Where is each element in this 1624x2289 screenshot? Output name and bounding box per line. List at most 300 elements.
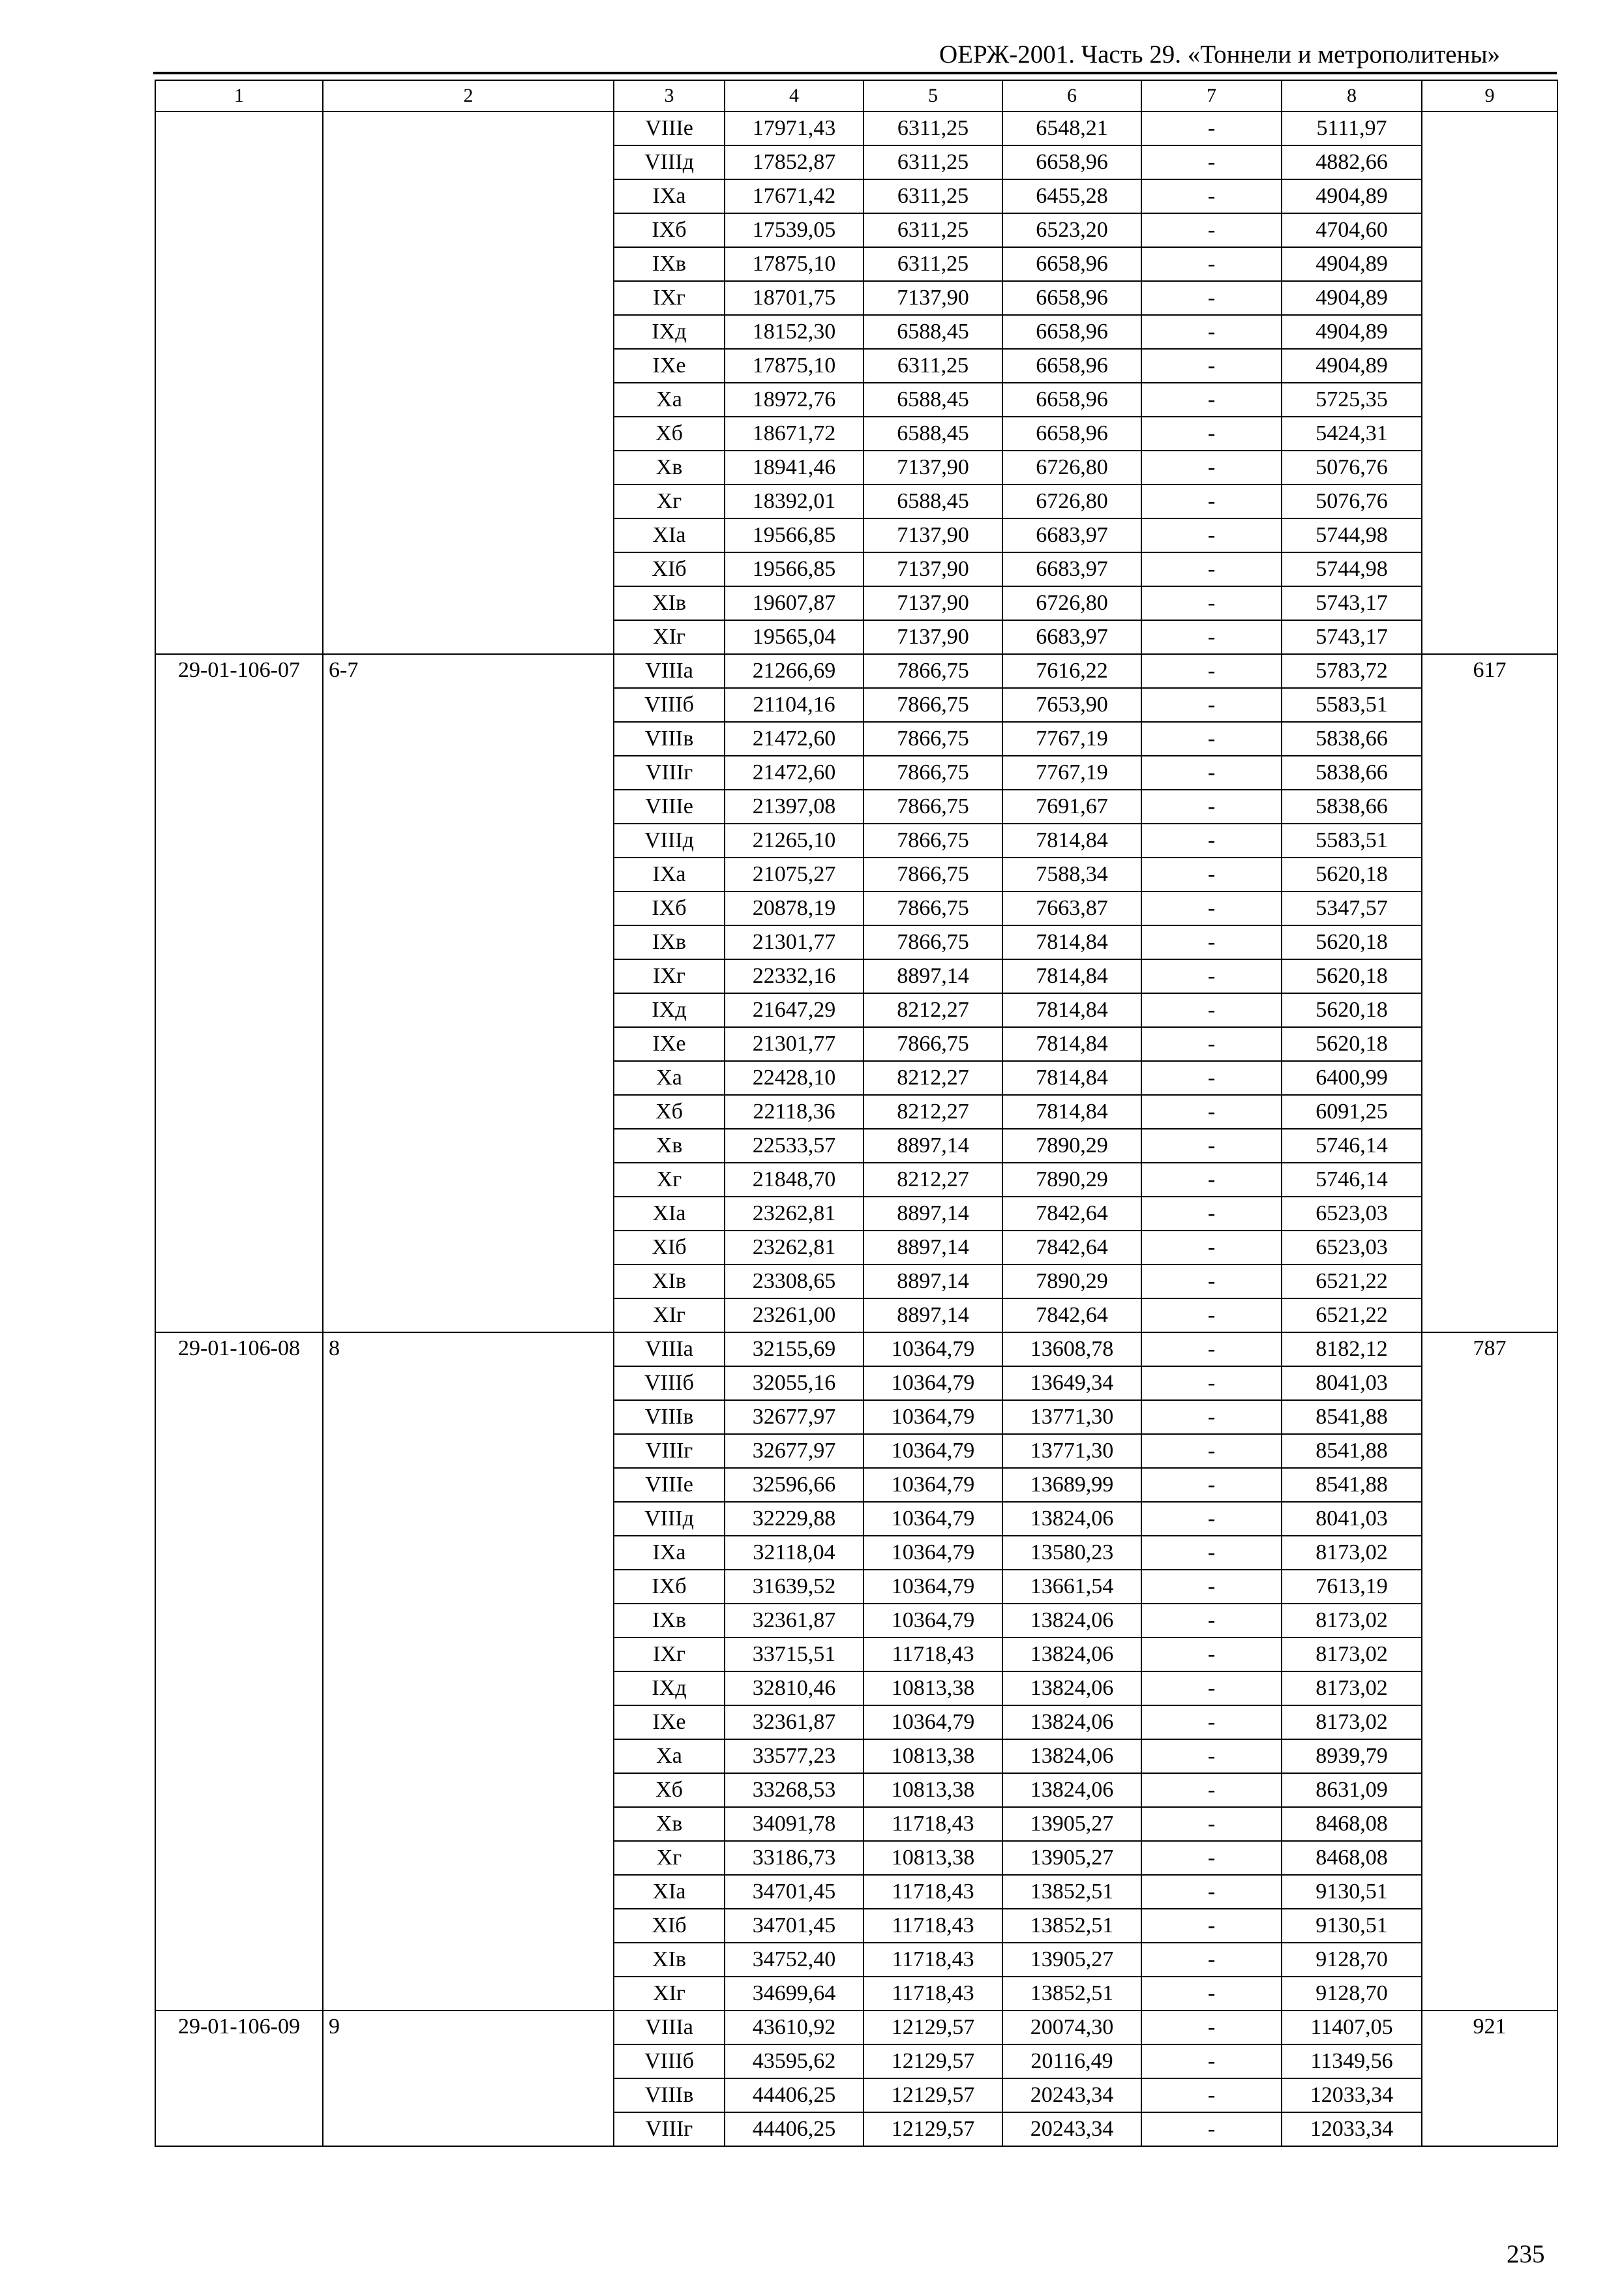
value-cell: 8173,02 (1282, 1671, 1422, 1705)
value-cell: 5838,66 (1282, 722, 1422, 756)
value-cell: 6658,96 (1002, 281, 1141, 315)
value-cell: 8468,08 (1282, 1841, 1422, 1875)
value-cell: 34701,45 (725, 1875, 864, 1909)
value-cell: 21075,27 (725, 858, 864, 891)
value-cell: 5620,18 (1282, 993, 1422, 1027)
value-cell: 17875,10 (725, 247, 864, 281)
value-cell: - (1141, 1332, 1282, 1366)
value-cell: - (1141, 1400, 1282, 1434)
value-cell: 10813,38 (864, 1841, 1002, 1875)
value-cell: 22118,36 (725, 1095, 864, 1129)
value-cell: 6658,96 (1002, 247, 1141, 281)
value-cell: 6311,25 (864, 112, 1002, 145)
value-cell: 13580,23 (1002, 1536, 1141, 1570)
value-cell: - (1141, 1705, 1282, 1739)
value-cell: 6726,80 (1002, 451, 1141, 485)
region-cell: VIIIб (614, 1366, 725, 1400)
value-cell: 13824,06 (1002, 1638, 1141, 1671)
value-cell: - (1141, 1163, 1282, 1197)
value-cell: - (1141, 1231, 1282, 1264)
value-cell: 5725,35 (1282, 383, 1422, 417)
value-cell: - (1141, 1807, 1282, 1841)
value-cell: 10364,79 (864, 1366, 1002, 1400)
region-cell: IXа (614, 179, 725, 213)
value-cell: 32361,87 (725, 1604, 864, 1638)
value-cell: 33186,73 (725, 1841, 864, 1875)
column-number: 4 (725, 80, 864, 112)
value-cell: 4882,66 (1282, 145, 1422, 179)
value-cell: 13824,06 (1002, 1502, 1141, 1536)
region-cell: IXв (614, 925, 725, 959)
region-cell: VIIIг (614, 2112, 725, 2146)
value-cell: - (1141, 858, 1282, 891)
region-cell: VIIIе (614, 112, 725, 145)
value-cell: - (1141, 349, 1282, 383)
region-cell: Xа (614, 383, 725, 417)
value-cell: - (1141, 145, 1282, 179)
rate-code: 29-01-106-07 (155, 654, 323, 1332)
region-cell: XIа (614, 518, 725, 552)
value-cell: 8182,12 (1282, 1332, 1422, 1366)
value-cell: 5746,14 (1282, 1129, 1422, 1163)
value-cell: 22428,10 (725, 1061, 864, 1095)
value-cell: 7137,90 (864, 586, 1002, 620)
value-cell: 10364,79 (864, 1570, 1002, 1604)
value-cell: 7890,29 (1002, 1163, 1141, 1197)
value-cell: 7814,84 (1002, 959, 1141, 993)
value-cell: 8897,14 (864, 1264, 1002, 1298)
region-cell: Xб (614, 1095, 725, 1129)
value-cell: 13905,27 (1002, 1943, 1141, 1977)
value-cell: 43610,92 (725, 2011, 864, 2044)
value-cell: 5744,98 (1282, 552, 1422, 586)
value-cell: 11349,56 (1282, 2044, 1422, 2078)
value-cell: 31639,52 (725, 1570, 864, 1604)
value-cell: 32055,16 (725, 1366, 864, 1400)
value-cell: 6311,25 (864, 349, 1002, 383)
value-cell: 6683,97 (1002, 518, 1141, 552)
value-cell: 6658,96 (1002, 383, 1141, 417)
value-cell: 17875,10 (725, 349, 864, 383)
value-cell: 10364,79 (864, 1705, 1002, 1739)
value-cell: 5746,14 (1282, 1163, 1422, 1197)
value-cell: 13852,51 (1002, 1977, 1141, 2011)
value-cell: 13824,06 (1002, 1671, 1141, 1705)
value-cell: 10364,79 (864, 1434, 1002, 1468)
value-cell: 7814,84 (1002, 993, 1141, 1027)
value-cell: 7653,90 (1002, 688, 1141, 722)
value-cell: 32677,97 (725, 1400, 864, 1434)
value-cell: - (1141, 1739, 1282, 1773)
value-cell: 18972,76 (725, 383, 864, 417)
region-cell: VIIIв (614, 2078, 725, 2112)
value-cell: 5076,76 (1282, 485, 1422, 518)
value-cell: 17539,05 (725, 213, 864, 247)
value-cell: 7814,84 (1002, 925, 1141, 959)
value-cell: 6683,97 (1002, 620, 1141, 654)
value-cell: 6311,25 (864, 179, 1002, 213)
region-cell: Xб (614, 1773, 725, 1807)
value-cell: 12129,57 (864, 2011, 1002, 2044)
value-cell: 13649,34 (1002, 1366, 1141, 1400)
region-cell: Xг (614, 1163, 725, 1197)
column-number: 1 (155, 80, 323, 112)
value-cell: 5583,51 (1282, 688, 1422, 722)
region-cell: IXд (614, 1671, 725, 1705)
region-cell: IXб (614, 1570, 725, 1604)
value-cell: 5743,17 (1282, 620, 1422, 654)
region-cell: VIIIа (614, 654, 725, 688)
region-cell: IXг (614, 1638, 725, 1671)
value-cell: 8541,88 (1282, 1400, 1422, 1434)
value-cell: 33715,51 (725, 1638, 864, 1671)
value-cell: - (1141, 586, 1282, 620)
rates-table (155, 80, 1558, 2147)
value-cell: 10364,79 (864, 1536, 1002, 1570)
value-cell: - (1141, 722, 1282, 756)
value-cell: 4904,89 (1282, 281, 1422, 315)
value-cell: - (1141, 417, 1282, 451)
value-cell: - (1141, 1773, 1282, 1807)
value-cell: 6523,03 (1282, 1231, 1422, 1264)
value-cell: 13661,54 (1002, 1570, 1141, 1604)
value-cell: 21104,16 (725, 688, 864, 722)
value-cell: - (1141, 1638, 1282, 1671)
value-cell: 21472,60 (725, 722, 864, 756)
value-cell: 6726,80 (1002, 485, 1141, 518)
value-cell: 32361,87 (725, 1705, 864, 1739)
value-cell: - (1141, 2112, 1282, 2146)
value-cell: 19566,85 (725, 518, 864, 552)
value-cell: 33577,23 (725, 1739, 864, 1773)
value-cell: 23262,81 (725, 1231, 864, 1264)
value-cell: 7814,84 (1002, 1095, 1141, 1129)
value-cell: 5424,31 (1282, 417, 1422, 451)
value-cell: 4704,60 (1282, 213, 1422, 247)
value-cell: 6455,28 (1002, 179, 1141, 213)
value-cell: 8897,14 (864, 1231, 1002, 1264)
value-cell: 8468,08 (1282, 1807, 1422, 1841)
value-cell: 34752,40 (725, 1943, 864, 1977)
value-cell: 11718,43 (864, 1943, 1002, 1977)
value-cell: 4904,89 (1282, 247, 1422, 281)
value-cell: 44406,25 (725, 2078, 864, 2112)
column9-value: 787 (1422, 1332, 1557, 2011)
value-cell: 21301,77 (725, 1027, 864, 1061)
value-cell: 7866,75 (864, 858, 1002, 891)
value-cell: - (1141, 1095, 1282, 1129)
value-cell: 20878,19 (725, 891, 864, 925)
value-cell: 7137,90 (864, 451, 1002, 485)
value-cell: 7842,64 (1002, 1197, 1141, 1231)
value-cell: 8173,02 (1282, 1604, 1422, 1638)
region-cell: VIIIб (614, 688, 725, 722)
value-cell: 21472,60 (725, 756, 864, 790)
value-cell: 13824,06 (1002, 1705, 1141, 1739)
value-cell: 7588,34 (1002, 858, 1141, 891)
region-cell: XIв (614, 1264, 725, 1298)
value-cell: 8173,02 (1282, 1705, 1422, 1739)
value-cell: 21647,29 (725, 993, 864, 1027)
value-cell: - (1141, 1502, 1282, 1536)
value-cell: - (1141, 2044, 1282, 2078)
table-body (155, 80, 1557, 2146)
value-cell: 8173,02 (1282, 1536, 1422, 1570)
value-cell: - (1141, 1468, 1282, 1502)
value-cell: - (1141, 891, 1282, 925)
value-cell: 18152,30 (725, 315, 864, 349)
value-cell: 8212,27 (864, 1095, 1002, 1129)
value-cell: 18701,75 (725, 281, 864, 315)
value-cell: 6658,96 (1002, 417, 1141, 451)
rate-code: 29-01-106-09 (155, 2011, 323, 2146)
region-cell: VIIIе (614, 1468, 725, 1502)
value-cell: - (1141, 1027, 1282, 1061)
value-cell: 7814,84 (1002, 824, 1141, 858)
value-cell: 32677,97 (725, 1434, 864, 1468)
region-cell: Xв (614, 1129, 725, 1163)
value-cell: 43595,62 (725, 2044, 864, 2078)
value-cell: 4904,89 (1282, 315, 1422, 349)
region-cell: XIг (614, 620, 725, 654)
value-cell: 23262,81 (725, 1197, 864, 1231)
table-row (155, 1332, 1557, 1366)
value-cell: 8041,03 (1282, 1502, 1422, 1536)
value-cell: 8897,14 (864, 1197, 1002, 1231)
value-cell: 5783,72 (1282, 654, 1422, 688)
value-cell: 13852,51 (1002, 1909, 1141, 1943)
value-cell: 23308,65 (725, 1264, 864, 1298)
value-cell: 11718,43 (864, 1875, 1002, 1909)
value-cell: - (1141, 1671, 1282, 1705)
column9-value: 617 (1422, 654, 1557, 1332)
value-cell: - (1141, 2078, 1282, 2112)
value-cell: 6311,25 (864, 247, 1002, 281)
region-cell: Xв (614, 451, 725, 485)
region-cell: Xа (614, 1061, 725, 1095)
rate-name: 6-7 (323, 654, 614, 1332)
region-cell: IXв (614, 1604, 725, 1638)
region-cell: IXд (614, 315, 725, 349)
region-cell: VIIIв (614, 1400, 725, 1434)
column9-value: 921 (1422, 2011, 1557, 2146)
region-cell: IXд (614, 993, 725, 1027)
value-cell: 7767,19 (1002, 756, 1141, 790)
value-cell: 22332,16 (725, 959, 864, 993)
rate-name: 8 (323, 1332, 614, 2011)
value-cell: 20243,34 (1002, 2112, 1141, 2146)
region-cell: IXе (614, 349, 725, 383)
value-cell: - (1141, 1943, 1282, 1977)
value-cell: 17852,87 (725, 145, 864, 179)
value-cell: 13771,30 (1002, 1434, 1141, 1468)
value-cell: 10364,79 (864, 1502, 1002, 1536)
value-cell: - (1141, 1197, 1282, 1231)
value-cell: - (1141, 654, 1282, 688)
value-cell: 5620,18 (1282, 1027, 1422, 1061)
value-cell: 6521,22 (1282, 1298, 1422, 1332)
value-cell: 7137,90 (864, 518, 1002, 552)
value-cell: 8173,02 (1282, 1638, 1422, 1671)
value-cell: 4904,89 (1282, 179, 1422, 213)
value-cell: 7137,90 (864, 620, 1002, 654)
value-cell: - (1141, 281, 1282, 315)
value-cell: 32229,88 (725, 1502, 864, 1536)
rate-name (323, 112, 614, 654)
region-cell: VIIIд (614, 1502, 725, 1536)
column-number: 7 (1141, 80, 1282, 112)
region-cell: IXе (614, 1705, 725, 1739)
value-cell: 13852,51 (1002, 1875, 1141, 1909)
value-cell: 6091,25 (1282, 1095, 1422, 1129)
value-cell: 5620,18 (1282, 858, 1422, 891)
value-cell: 13608,78 (1002, 1332, 1141, 1366)
value-cell: - (1141, 1841, 1282, 1875)
value-cell: 8939,79 (1282, 1739, 1422, 1773)
value-cell: 10813,38 (864, 1739, 1002, 1773)
value-cell: 20243,34 (1002, 2078, 1141, 2112)
value-cell: 20074,30 (1002, 2011, 1141, 2044)
region-cell: VIIIб (614, 2044, 725, 2078)
value-cell: 7842,64 (1002, 1298, 1141, 1332)
value-cell: 7814,84 (1002, 1061, 1141, 1095)
page-number: 235 (1507, 2240, 1545, 2268)
value-cell: 4904,89 (1282, 349, 1422, 383)
value-cell: 13905,27 (1002, 1841, 1141, 1875)
value-cell: 5744,98 (1282, 518, 1422, 552)
value-cell: 32596,66 (725, 1468, 864, 1502)
value-cell: 7866,75 (864, 1027, 1002, 1061)
value-cell: 32155,69 (725, 1332, 864, 1366)
column9-value (1422, 112, 1557, 654)
value-cell: - (1141, 1129, 1282, 1163)
region-cell: VIIIа (614, 1332, 725, 1366)
value-cell: - (1141, 1264, 1282, 1298)
value-cell: 6311,25 (864, 213, 1002, 247)
region-cell: Xа (614, 1739, 725, 1773)
value-cell: - (1141, 756, 1282, 790)
value-cell: - (1141, 451, 1282, 485)
column-number: 2 (323, 80, 614, 112)
value-cell: - (1141, 1536, 1282, 1570)
value-cell: 8541,88 (1282, 1434, 1422, 1468)
value-cell: 5111,97 (1282, 112, 1422, 145)
value-cell: 7866,75 (864, 654, 1002, 688)
value-cell: 6588,45 (864, 485, 1002, 518)
value-cell: 5583,51 (1282, 824, 1422, 858)
value-cell: 5838,66 (1282, 756, 1422, 790)
value-cell: 6588,45 (864, 315, 1002, 349)
value-cell: 17671,42 (725, 179, 864, 213)
value-cell: 5347,57 (1282, 891, 1422, 925)
region-cell: XIб (614, 1231, 725, 1264)
value-cell: 5838,66 (1282, 790, 1422, 824)
value-cell: - (1141, 1875, 1282, 1909)
value-cell: 6311,25 (864, 145, 1002, 179)
value-cell: 12033,34 (1282, 2078, 1422, 2112)
value-cell: 7137,90 (864, 552, 1002, 586)
value-cell: 8212,27 (864, 1061, 1002, 1095)
column-number: 5 (864, 80, 1002, 112)
value-cell: - (1141, 2011, 1282, 2044)
region-cell: VIIIд (614, 145, 725, 179)
value-cell: 34091,78 (725, 1807, 864, 1841)
value-cell: 13689,99 (1002, 1468, 1141, 1502)
region-cell: XIб (614, 552, 725, 586)
region-cell: XIг (614, 1298, 725, 1332)
value-cell: 18392,01 (725, 485, 864, 518)
value-cell: 21848,70 (725, 1163, 864, 1197)
region-cell: XIа (614, 1197, 725, 1231)
value-cell: 10813,38 (864, 1773, 1002, 1807)
value-cell: 11718,43 (864, 1638, 1002, 1671)
value-cell: 10364,79 (864, 1604, 1002, 1638)
value-cell: 23261,00 (725, 1298, 864, 1332)
value-cell: 6658,96 (1002, 315, 1141, 349)
column-number: 8 (1282, 80, 1422, 112)
table-row (155, 112, 1557, 145)
value-cell: 6658,96 (1002, 145, 1141, 179)
value-cell: - (1141, 1061, 1282, 1095)
value-cell: 9130,51 (1282, 1909, 1422, 1943)
value-cell: - (1141, 247, 1282, 281)
value-cell: 12129,57 (864, 2112, 1002, 2146)
value-cell: - (1141, 1977, 1282, 2011)
value-cell: 12129,57 (864, 2078, 1002, 2112)
value-cell: 44406,25 (725, 2112, 864, 2146)
value-cell: - (1141, 824, 1282, 858)
value-cell: 20116,49 (1002, 2044, 1141, 2078)
value-cell: 7866,75 (864, 891, 1002, 925)
value-cell: 22533,57 (725, 1129, 864, 1163)
region-cell: VIIIг (614, 1434, 725, 1468)
value-cell: 19607,87 (725, 586, 864, 620)
value-cell: 8631,09 (1282, 1773, 1422, 1807)
value-cell: - (1141, 688, 1282, 722)
value-cell: 6683,97 (1002, 552, 1141, 586)
value-cell: - (1141, 959, 1282, 993)
value-cell: - (1141, 383, 1282, 417)
column-number-row (155, 80, 1557, 112)
value-cell: 21266,69 (725, 654, 864, 688)
value-cell: - (1141, 485, 1282, 518)
value-cell: 6400,99 (1282, 1061, 1422, 1095)
region-cell: Xб (614, 417, 725, 451)
region-cell: IXе (614, 1027, 725, 1061)
region-cell: VIIIа (614, 2011, 725, 2044)
table-row (155, 2011, 1557, 2044)
region-cell: VIIIв (614, 722, 725, 756)
value-cell: - (1141, 213, 1282, 247)
value-cell: - (1141, 1570, 1282, 1604)
value-cell: 7814,84 (1002, 1027, 1141, 1061)
header-rule (153, 72, 1557, 74)
region-cell: IXб (614, 891, 725, 925)
rate-name: 9 (323, 2011, 614, 2146)
value-cell: 5620,18 (1282, 925, 1422, 959)
value-cell: 34701,45 (725, 1909, 864, 1943)
value-cell: 11718,43 (864, 1807, 1002, 1841)
value-cell: - (1141, 1909, 1282, 1943)
value-cell: 21265,10 (725, 824, 864, 858)
value-cell: 5743,17 (1282, 586, 1422, 620)
value-cell: - (1141, 1604, 1282, 1638)
value-cell: 6523,03 (1282, 1197, 1422, 1231)
region-cell: IXг (614, 281, 725, 315)
column-number: 3 (614, 80, 725, 112)
value-cell: 7866,75 (864, 722, 1002, 756)
value-cell: 34699,64 (725, 1977, 864, 2011)
